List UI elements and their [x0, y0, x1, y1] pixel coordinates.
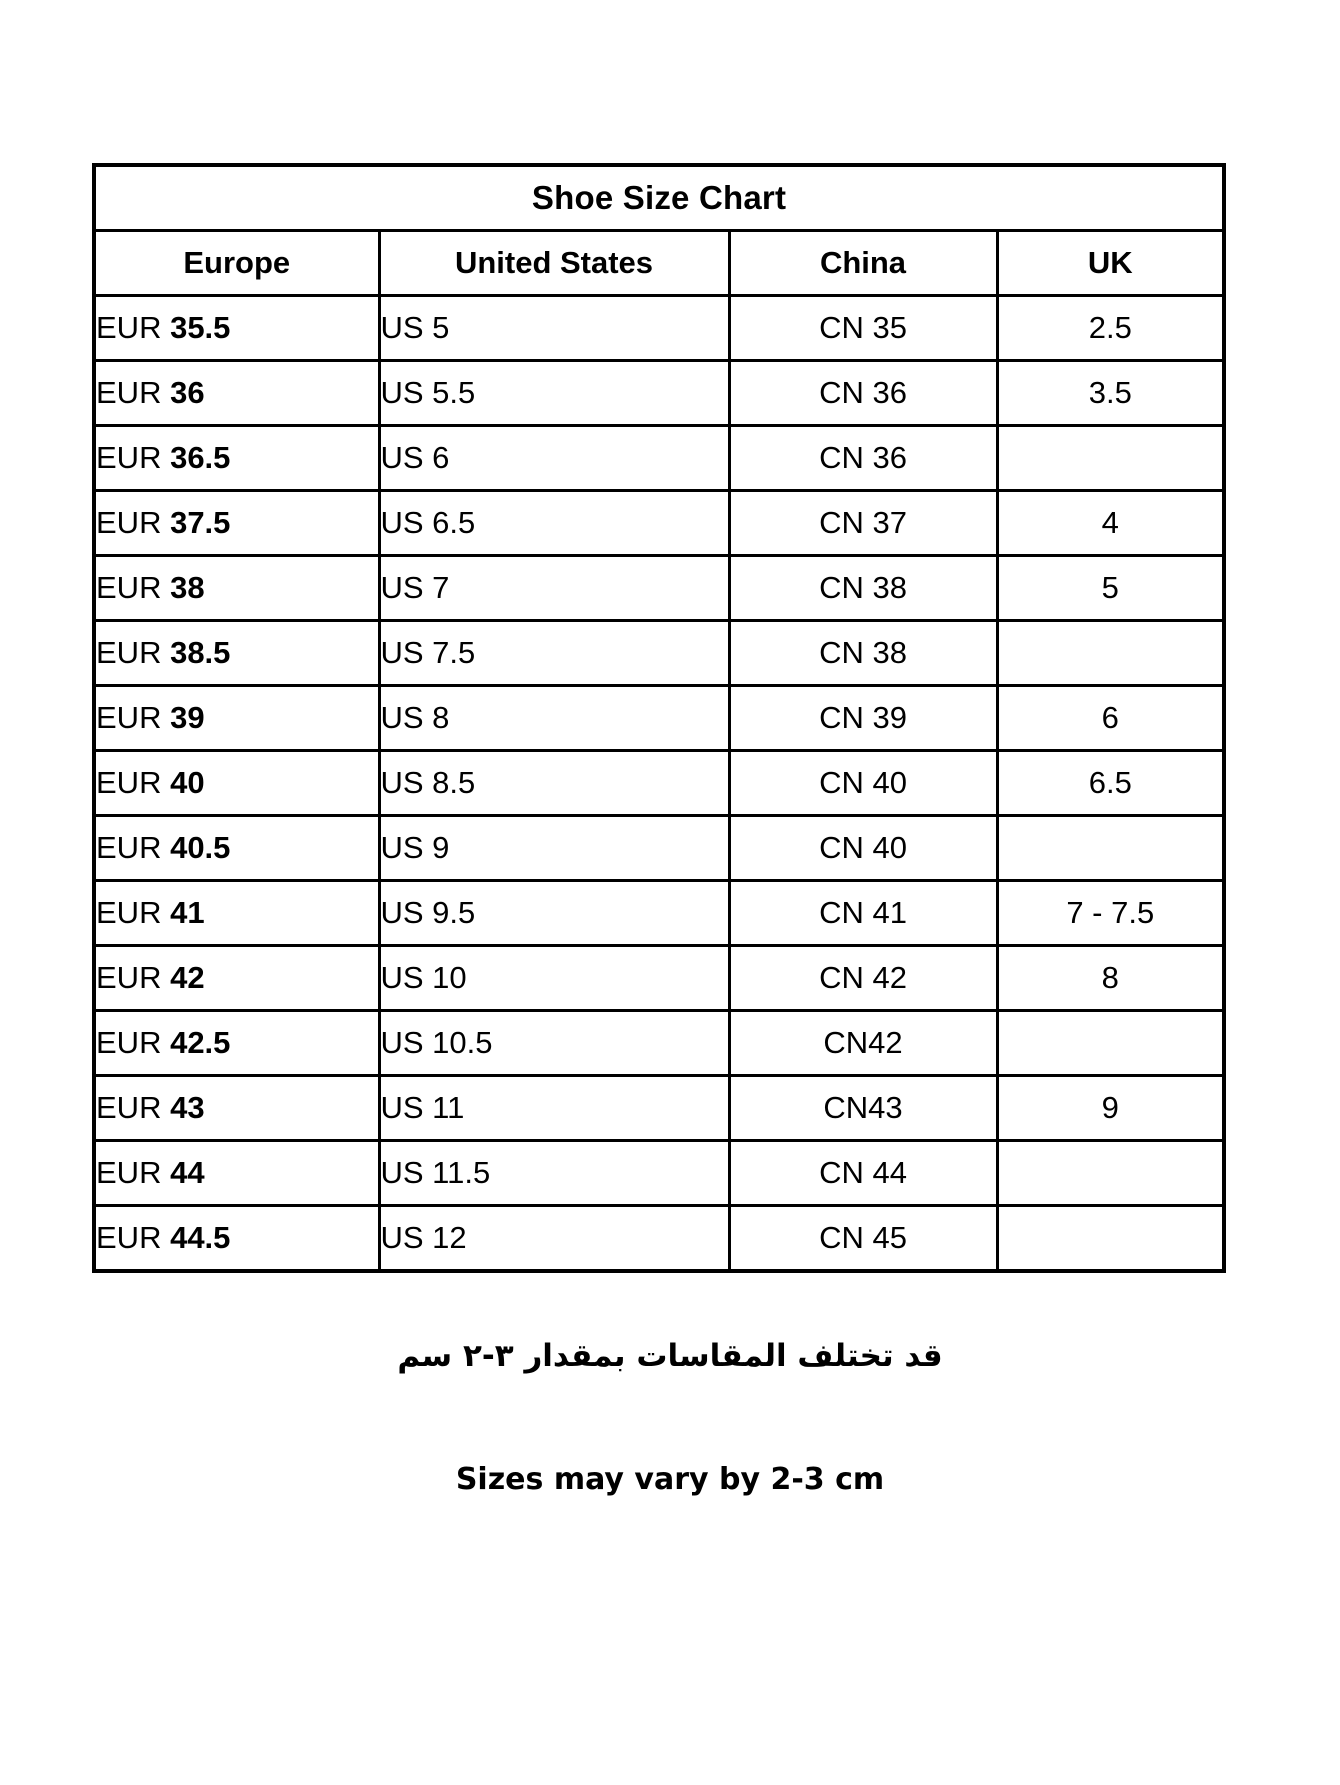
cell-uk	[997, 621, 1224, 686]
europe-value: 36.5	[170, 440, 231, 475]
cell-us: US 11.5	[379, 1141, 729, 1206]
cell-us: US 9.5	[379, 881, 729, 946]
cell-uk	[997, 816, 1224, 881]
table-row	[94, 1141, 1224, 1206]
column-header-europe: Europe	[94, 231, 379, 296]
europe-prefix: EUR	[96, 1025, 171, 1060]
table-title-row	[94, 165, 1224, 231]
cell-us: US 12	[379, 1206, 729, 1272]
cell-us: US 11	[379, 1076, 729, 1141]
cell-us: US 6	[379, 426, 729, 491]
europe-prefix: EUR	[96, 505, 171, 540]
europe-prefix: EUR	[96, 635, 171, 670]
table-row	[94, 686, 1224, 751]
europe-prefix: EUR	[96, 895, 171, 930]
europe-value: 40.5	[170, 830, 231, 865]
cell-uk: 7 - 7.5	[997, 881, 1224, 946]
note-english: Sizes may vary by 2-3 cm	[455, 1462, 885, 1497]
cell-uk: 9	[997, 1076, 1224, 1141]
cell-us: US 10	[379, 946, 729, 1011]
europe-value: 41	[170, 895, 205, 930]
europe-value: 42.5	[170, 1025, 231, 1060]
cell-uk	[997, 1206, 1224, 1272]
table-row	[94, 556, 1224, 621]
cell-us: US 8	[379, 686, 729, 751]
table-row	[94, 296, 1224, 361]
cell-uk	[997, 426, 1224, 491]
table-row	[94, 1206, 1224, 1272]
cell-cn: CN 45	[729, 1206, 997, 1272]
europe-prefix: EUR	[96, 765, 171, 800]
cell-europe	[94, 1206, 379, 1272]
cell-us: US 5	[379, 296, 729, 361]
column-header-united-states: United States	[379, 231, 729, 296]
column-header-china: China	[729, 231, 997, 296]
cell-cn: CN 36	[729, 426, 997, 491]
note-arabic: قد تختلف المقاسات بمقدار ٣-٢ سم	[397, 1338, 943, 1374]
europe-prefix: EUR	[96, 830, 171, 865]
cell-cn: CN 35	[729, 296, 997, 361]
cell-cn: CN 41	[729, 881, 997, 946]
column-header-uk: UK	[997, 231, 1224, 296]
cell-uk: 6.5	[997, 751, 1224, 816]
cell-europe	[94, 686, 379, 751]
europe-prefix: EUR	[96, 960, 171, 995]
europe-value: 44.5	[170, 1220, 231, 1255]
europe-prefix: EUR	[96, 440, 171, 475]
size-chart-table	[92, 163, 1226, 1273]
cell-uk: 3.5	[997, 361, 1224, 426]
cell-cn: CN 40	[729, 751, 997, 816]
cell-uk	[997, 1011, 1224, 1076]
cell-europe	[94, 296, 379, 361]
cell-uk: 5	[997, 556, 1224, 621]
europe-value: 40	[170, 765, 205, 800]
cell-europe	[94, 361, 379, 426]
europe-prefix: EUR	[96, 700, 171, 735]
cell-europe	[94, 621, 379, 686]
europe-prefix: EUR	[96, 310, 171, 345]
cell-uk: 4	[997, 491, 1224, 556]
europe-prefix: EUR	[96, 1155, 171, 1190]
cell-cn: CN 36	[729, 361, 997, 426]
cell-europe	[94, 426, 379, 491]
europe-prefix: EUR	[96, 570, 171, 605]
table-row	[94, 621, 1224, 686]
europe-value: 43	[170, 1090, 205, 1125]
cell-europe	[94, 491, 379, 556]
europe-value: 44	[170, 1155, 205, 1190]
cell-uk: 2.5	[997, 296, 1224, 361]
cell-europe	[94, 881, 379, 946]
cell-cn: CN 44	[729, 1141, 997, 1206]
cell-cn: CN43	[729, 1076, 997, 1141]
europe-value: 39	[170, 700, 205, 735]
cell-cn: CN 42	[729, 946, 997, 1011]
europe-value: 36	[170, 375, 205, 410]
europe-value: 38.5	[170, 635, 231, 670]
europe-prefix: EUR	[96, 1220, 171, 1255]
cell-cn: CN42	[729, 1011, 997, 1076]
cell-us: US 10.5	[379, 1011, 729, 1076]
cell-europe	[94, 751, 379, 816]
cell-us: US 7	[379, 556, 729, 621]
chart-title: Shoe Size Chart	[94, 165, 1224, 231]
cell-us: US 5.5	[379, 361, 729, 426]
table-row	[94, 881, 1224, 946]
cell-europe	[94, 556, 379, 621]
cell-us: US 6.5	[379, 491, 729, 556]
table-row	[94, 426, 1224, 491]
cell-europe	[94, 1011, 379, 1076]
cell-us: US 9	[379, 816, 729, 881]
table-header-row	[94, 231, 1224, 296]
cell-cn: CN 38	[729, 556, 997, 621]
table-row	[94, 751, 1224, 816]
cell-europe	[94, 816, 379, 881]
cell-uk: 8	[997, 946, 1224, 1011]
table-row	[94, 946, 1224, 1011]
cell-us: US 8.5	[379, 751, 729, 816]
europe-prefix: EUR	[96, 1090, 171, 1125]
table-row	[94, 1076, 1224, 1141]
europe-value: 35.5	[170, 310, 231, 345]
cell-cn: CN 39	[729, 686, 997, 751]
cell-cn: CN 37	[729, 491, 997, 556]
cell-europe	[94, 946, 379, 1011]
cell-cn: CN 40	[729, 816, 997, 881]
cell-europe	[94, 1141, 379, 1206]
table-row	[94, 491, 1224, 556]
table-row	[94, 1011, 1224, 1076]
table-row	[94, 361, 1224, 426]
cell-uk: 6	[997, 686, 1224, 751]
cell-us: US 7.5	[379, 621, 729, 686]
table-row	[94, 816, 1224, 881]
europe-value: 37.5	[170, 505, 231, 540]
europe-prefix: EUR	[96, 375, 171, 410]
cell-cn: CN 38	[729, 621, 997, 686]
cell-europe	[94, 1076, 379, 1141]
cell-uk	[997, 1141, 1224, 1206]
shoe-size-chart	[92, 163, 1222, 1273]
europe-value: 38	[170, 570, 205, 605]
europe-value: 42	[170, 960, 205, 995]
